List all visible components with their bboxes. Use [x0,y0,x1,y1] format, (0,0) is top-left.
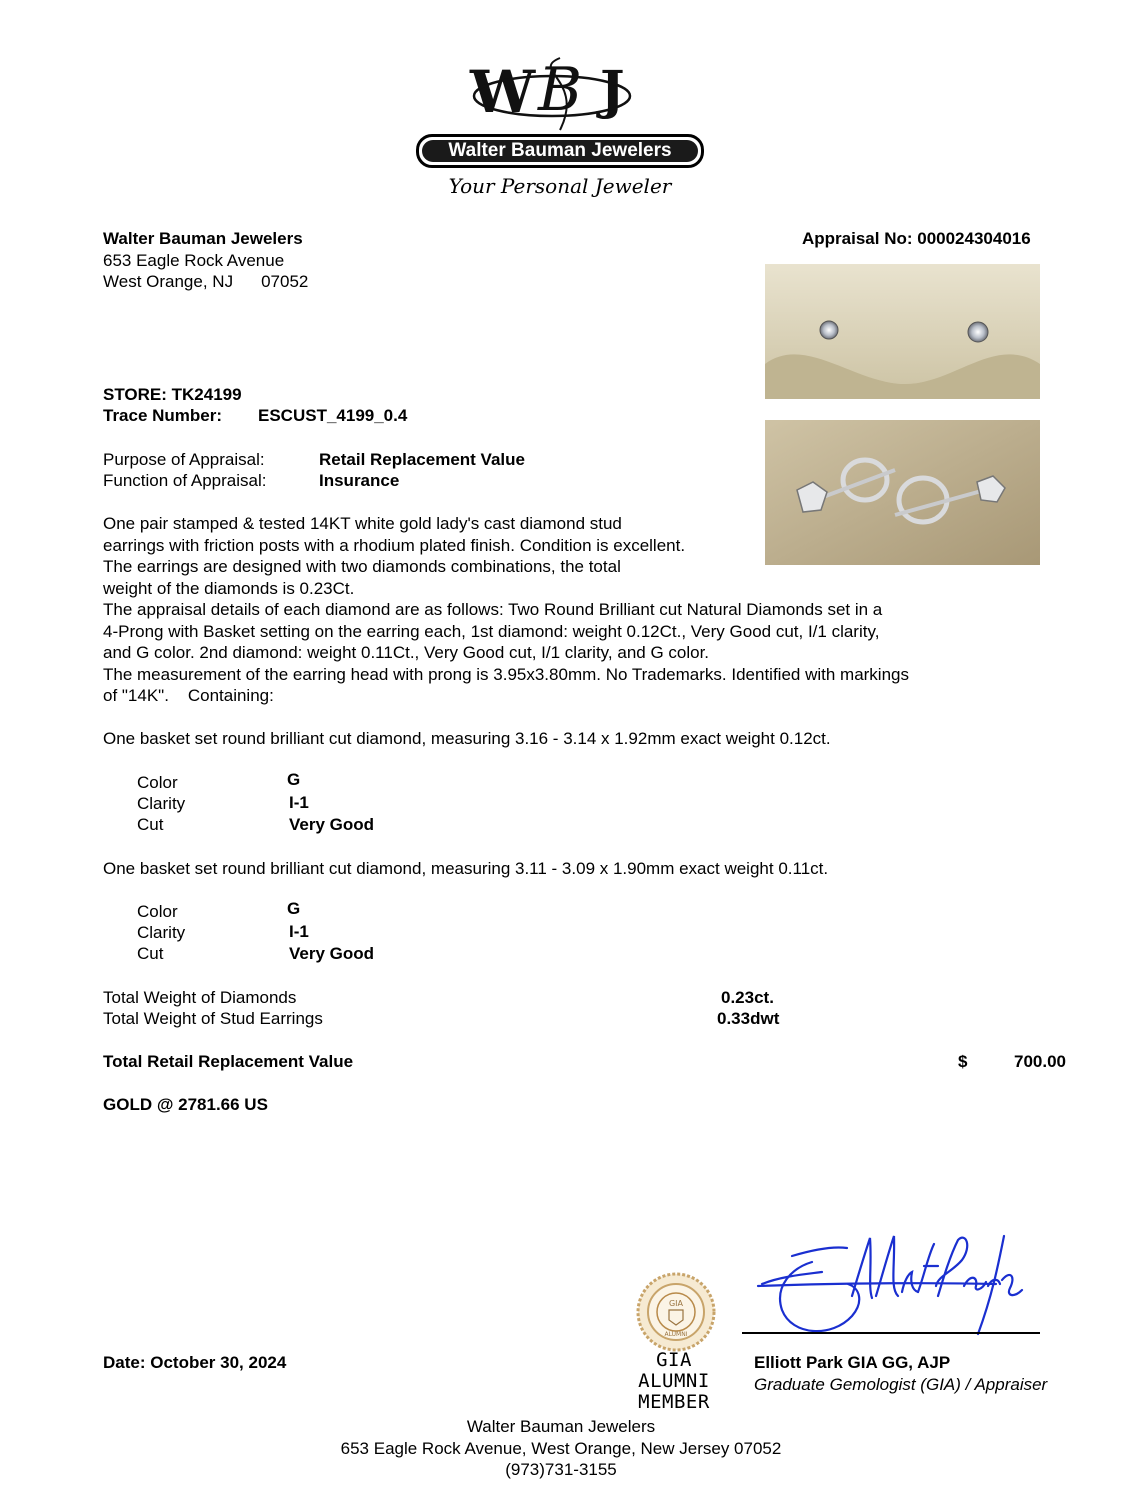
store-name: Walter Bauman Jewelers [103,229,303,248]
diamond-1-summary: One basket set round brilliant cut diamond, measuring 3.16 - 3.14 x 1.92mm exact weight 0.12ct. [103,729,831,748]
diamond-2-color: G [287,899,301,918]
gold-price: GOLD @ 2781.66 US [103,1095,268,1114]
store-zip: 07052 [261,272,309,291]
description-line: One pair stamped & tested 14KT white gold lady's cast diamond stud [103,514,622,533]
total-earrings-label: Total Weight of Stud Earrings [103,1009,323,1028]
trace-value: ESCUST_4199_0.4 [258,406,408,425]
footer [0,1416,1122,1481]
diamond-2-clarity-label: Clarity [137,923,186,942]
description-line: The appraisal details of each diamond are as follows: Two Round Brilliant cut Natural Diamonds set in a [103,600,883,619]
diamond-1-cut-label: Cut [137,815,164,834]
diamond-2-color-label: Color [137,902,178,921]
gia-alumni-line2: MEMBER [638,1391,710,1413]
footer-address: 653 Eagle Rock Avenue, West Orange, New Jersey 07052 [340,1438,782,1458]
diamond-2-clarity: I-1 [289,922,309,941]
total-value-amount: 700.00 [1014,1052,1066,1071]
function-label: Function of Appraisal: [103,471,267,490]
total-earrings-value: 0.33dwt [717,1009,780,1028]
function-value: Insurance [319,471,400,490]
gia-seal-icon [636,1272,716,1352]
item-description [103,513,909,707]
trace-label: Trace Number: [103,406,223,425]
signature-line [742,1332,1040,1334]
svg-text:B: B [538,55,583,125]
description-line: of "14K". Containing: [103,686,274,705]
logo-banner [416,134,704,168]
description-line: 4-Prong with Basket setting on the earring each, 1st diamond: weight 0.12Ct., Very Good cut, I/1 clarity, [103,621,880,641]
appraiser-title: Graduate Gemologist (GIA) / Appraiser [754,1375,1048,1394]
description-line: The earrings are designed with two diamonds combinations, the total [103,557,621,576]
gia-alumni-label [618,1350,730,1413]
description-line: and G color. 2nd diamond: weight 0.11Ct., Very Good cut, I/1 clarity, and G color. [103,643,710,662]
appraiser-signature [752,1226,1052,1348]
currency-symbol: $ [958,1052,968,1071]
gia-seal [636,1272,716,1352]
appraisal-number: Appraisal No: 000024304016 [802,229,1031,248]
footer-company: Walter Bauman Jewelers [466,1417,656,1436]
description-line: The measurement of the earring head with prong is 3.95x3.80mm. No Trademarks. Identified with markings [103,664,909,684]
total-value-label: Total Retail Replacement Value [103,1052,354,1071]
wbj-monogram-icon [410,50,710,136]
footer-phone: (973)731-3155 [505,1460,617,1479]
gia-alumni-line1: GIA ALUMNI [638,1349,710,1392]
store-id: STORE: TK24199 [103,385,242,404]
diamond-2-cut: Very Good [289,944,375,963]
purpose-value: Retail Replacement Value [319,450,525,469]
store-address-line: 653 Eagle Rock Avenue [103,250,285,270]
total-diamonds-label: Total Weight of Diamonds [103,988,297,1007]
logo-tagline: Your Personal Jeweler [448,174,672,198]
store-city-line [103,271,308,293]
appraiser-name: Elliott Park GIA GG, AJP [754,1353,951,1372]
store-city-state: West Orange, NJ [103,272,234,291]
earrings-front-photo [765,264,1040,399]
store-address-block [103,228,308,293]
appraisal-date: Date: October 30, 2024 [103,1353,287,1372]
company-logo [410,50,710,210]
diamond-1-clarity-label: Clarity [137,794,186,813]
diamond-1-color: G [287,770,301,789]
svg-text:ALUMNI: ALUMNI [664,1331,688,1338]
svg-text:GIA: GIA [668,1299,684,1308]
logo-name: Walter Bauman Jewelers [422,140,698,162]
description-line: weight of the diamonds is 0.23Ct. [103,578,355,598]
description-line: earrings with friction posts with a rhodium plated finish. Condition is excellent. [103,535,686,555]
diamond-2-summary: One basket set round brilliant cut diamond, measuring 3.11 - 3.09 x 1.90mm exact weight 0.11ct. [103,859,829,878]
diamond-1-color-label: Color [137,773,178,792]
diamond-1-clarity: I-1 [289,793,309,812]
purpose-label: Purpose of Appraisal: [103,450,265,469]
diamond-1-cut: Very Good [289,815,375,834]
total-diamonds-value: 0.23ct. [721,988,774,1007]
svg-text:W: W [470,58,536,126]
svg-text:J: J [600,60,625,121]
diamond-2-cut-label: Cut [137,944,164,963]
